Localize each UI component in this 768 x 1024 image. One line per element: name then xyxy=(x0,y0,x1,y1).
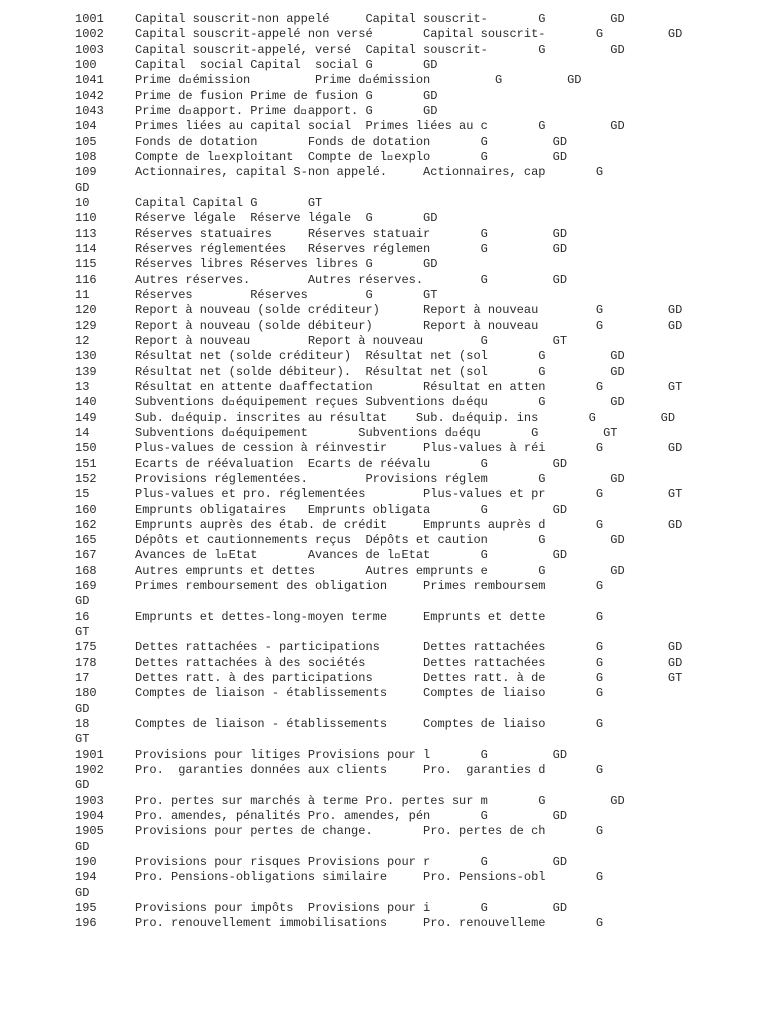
account-code: 152 xyxy=(75,471,97,486)
account-code: 1903 xyxy=(75,793,104,808)
wrapped-type: GD xyxy=(75,180,90,195)
account-row xyxy=(0,441,768,456)
wrapped-type: GT xyxy=(75,625,90,640)
account-code: 1001 xyxy=(75,12,104,26)
account-code: 113 xyxy=(75,226,97,241)
account-row xyxy=(0,763,768,778)
account-code: 190 xyxy=(75,855,97,870)
account-row-wrap xyxy=(0,886,768,901)
account-row xyxy=(0,916,768,931)
account-code: 1904 xyxy=(75,809,104,824)
account-row xyxy=(0,472,768,487)
account-code: 1043 xyxy=(75,103,104,118)
account-row-wrap xyxy=(0,594,768,609)
account-code: 1042 xyxy=(75,88,104,103)
account-row xyxy=(0,640,768,655)
account-row-wrap xyxy=(0,625,768,640)
account-text: Emprunts auprès des étab. de crédit Emprunts auprès d G GD xyxy=(135,517,683,532)
account-row xyxy=(0,119,768,134)
account-row xyxy=(0,165,768,180)
account-text: Comptes de liaison - établissements Comptes de liaiso G xyxy=(135,686,604,701)
account-code: 109 xyxy=(75,165,97,180)
account-code: 120 xyxy=(75,303,97,318)
account-text: Résultat net (solde créditeur) Résultat net (sol G GD xyxy=(135,349,625,364)
account-text: Résultat net (solde débiteur). Résultat net (sol G GD xyxy=(135,364,625,379)
account-row xyxy=(0,901,768,916)
account-code: 194 xyxy=(75,870,97,885)
account-code: 15 xyxy=(75,487,90,502)
account-row xyxy=(0,227,768,242)
account-code: 151 xyxy=(75,456,97,471)
account-code: 1905 xyxy=(75,824,104,839)
account-code: 14 xyxy=(75,425,90,440)
account-row xyxy=(0,457,768,472)
account-row xyxy=(0,257,768,272)
account-code: 140 xyxy=(75,395,97,410)
account-row xyxy=(0,89,768,104)
account-row xyxy=(0,533,768,548)
account-row xyxy=(0,242,768,257)
account-code: 149 xyxy=(75,410,97,425)
wrapped-type: GD xyxy=(75,701,90,716)
account-row xyxy=(0,12,768,27)
account-text: Pro. garanties données aux clients Pro. garanties d G xyxy=(135,763,604,778)
account-text: Autres réserves. Autres réserves. G GD xyxy=(135,272,568,287)
account-row xyxy=(0,319,768,334)
account-row xyxy=(0,824,768,839)
account-text: Report à nouveau (solde débiteur) Report à nouveau G GD xyxy=(135,318,683,333)
account-text: Provisions réglementées. Provisions réglem G GD xyxy=(135,471,625,486)
account-code: 1003 xyxy=(75,42,104,57)
account-text: Provisions pour litiges Provisions pour l G GD xyxy=(135,747,568,762)
account-row-wrap xyxy=(0,702,768,717)
account-row xyxy=(0,717,768,732)
wrapped-type: GT xyxy=(75,732,90,747)
account-row xyxy=(0,135,768,150)
account-code: 104 xyxy=(75,119,97,134)
account-row xyxy=(0,380,768,395)
account-text: Provisions pour risques Provisions pour r G GD xyxy=(135,855,568,870)
wrapped-type: GD xyxy=(75,885,90,900)
account-code: 195 xyxy=(75,901,97,916)
account-row xyxy=(0,564,768,579)
account-row xyxy=(0,73,768,88)
account-row xyxy=(0,855,768,870)
account-code: 139 xyxy=(75,364,97,379)
account-row xyxy=(0,365,768,380)
account-row xyxy=(0,43,768,58)
account-code: 129 xyxy=(75,318,97,333)
account-text: Avances de l Etat Avances de l Etat G GD xyxy=(135,548,568,563)
account-text: Report à nouveau (solde créditeur) Report à nouveau G GD xyxy=(135,303,683,318)
account-code: 180 xyxy=(75,686,97,701)
account-text: Résultat en attente d affectation Résultat en atten G GT xyxy=(135,379,683,394)
account-code: 175 xyxy=(75,640,97,655)
account-text: Réserve légale Réserve légale G GD xyxy=(135,211,438,226)
account-row xyxy=(0,503,768,518)
account-text: Capital souscrit-appelé non versé Capital souscrit- G GD xyxy=(135,27,683,42)
wrapped-type: GD xyxy=(75,594,90,609)
account-row xyxy=(0,288,768,303)
account-code: 105 xyxy=(75,134,97,149)
account-row xyxy=(0,809,768,824)
account-row xyxy=(0,671,768,686)
account-code: 110 xyxy=(75,211,97,226)
account-row-wrap xyxy=(0,181,768,196)
account-row xyxy=(0,426,768,441)
account-text: Capital Capital G GT xyxy=(135,195,323,210)
account-row xyxy=(0,748,768,763)
account-code: 12 xyxy=(75,333,90,348)
account-code: 116 xyxy=(75,272,97,287)
account-code: 130 xyxy=(75,349,97,364)
account-text: Pro. Pensions-obligations similaire Pro. Pensions-obl G xyxy=(135,870,604,885)
account-text: Prime d émission Prime d émission G GD xyxy=(135,73,582,88)
account-text: Provisions pour pertes de change. Pro. pertes de ch G xyxy=(135,824,604,839)
account-text: Dettes rattachées à des sociétés Dettes rattachées G GD xyxy=(135,655,683,670)
account-text: Subventions d équipement reçues Subventions d équ G GD xyxy=(135,395,625,410)
account-row xyxy=(0,411,768,426)
accounts-listing xyxy=(0,12,768,932)
account-code: 178 xyxy=(75,655,97,670)
account-text: Dettes rattachées - participations Dettes rattachées G GD xyxy=(135,640,683,655)
account-row xyxy=(0,686,768,701)
account-row xyxy=(0,196,768,211)
account-code: 114 xyxy=(75,241,97,256)
account-text: Actionnaires, capital S-non appelé. Actionnaires, cap G xyxy=(135,165,604,180)
account-text: Plus-values et pro. réglementées Plus-values et pr G GT xyxy=(135,487,683,502)
account-row xyxy=(0,395,768,410)
wrapped-type: GD xyxy=(75,839,90,854)
account-code: 115 xyxy=(75,257,97,272)
account-row xyxy=(0,610,768,625)
account-row xyxy=(0,487,768,502)
account-text: Provisions pour impôts Provisions pour i G GD xyxy=(135,901,568,916)
account-text: Capital souscrit-non appelé Capital souscrit- G GD xyxy=(135,12,625,26)
account-text: Emprunts obligataires Emprunts obligata G GD xyxy=(135,502,568,517)
account-row xyxy=(0,27,768,42)
account-row-wrap xyxy=(0,840,768,855)
account-code: 167 xyxy=(75,548,97,563)
account-code: 1901 xyxy=(75,747,104,762)
account-code: 16 xyxy=(75,609,90,624)
account-text: Réserves réglementées Réserves réglemen G GD xyxy=(135,241,568,256)
account-code: 165 xyxy=(75,533,97,548)
account-text: Pro. pertes sur marchés à terme Pro. pertes sur m G GD xyxy=(135,793,625,808)
account-row xyxy=(0,794,768,809)
account-row xyxy=(0,211,768,226)
account-text: Réserves libres Réserves libres G GD xyxy=(135,257,438,272)
account-text: Réserves Réserves G GT xyxy=(135,287,438,302)
account-row xyxy=(0,870,768,885)
account-text: Capital social Capital social G GD xyxy=(135,57,438,72)
account-code: 1002 xyxy=(75,27,104,42)
account-code: 10 xyxy=(75,195,90,210)
account-text: Fonds de dotation Fonds de dotation G GD xyxy=(135,134,568,149)
account-text: Prime d apport. Prime d apport. G GD xyxy=(135,103,438,118)
account-code: 13 xyxy=(75,379,90,394)
account-row xyxy=(0,349,768,364)
account-row xyxy=(0,548,768,563)
account-code: 160 xyxy=(75,502,97,517)
account-text: Primes remboursement des obligation Primes remboursem G xyxy=(135,579,604,594)
account-code: 150 xyxy=(75,441,97,456)
account-text: Plus-values de cession à réinvestir Plus-values à réi G GD xyxy=(135,441,683,456)
account-code: 17 xyxy=(75,671,90,686)
account-code: 162 xyxy=(75,517,97,532)
account-code: 168 xyxy=(75,563,97,578)
account-row xyxy=(0,58,768,73)
account-text: Compte de l exploitant Compte de l explo G GD xyxy=(135,149,568,164)
account-text: Ecarts de réévaluation Ecarts de réévalu G GD xyxy=(135,456,568,471)
account-code: 1041 xyxy=(75,73,104,88)
account-text: Dettes ratt. à des participations Dettes ratt. à de G GT xyxy=(135,671,683,686)
account-code: 100 xyxy=(75,57,97,72)
account-text: Réserves statuaires Réserves statuair G GD xyxy=(135,226,568,241)
account-text: Capital souscrit-appelé, versé Capital souscrit- G GD xyxy=(135,42,625,57)
account-row-wrap xyxy=(0,778,768,793)
account-code: 108 xyxy=(75,149,97,164)
account-row xyxy=(0,656,768,671)
account-row xyxy=(0,150,768,165)
account-text: Report à nouveau Report à nouveau G GT xyxy=(135,333,568,348)
wrapped-type: GD xyxy=(75,778,90,793)
account-text: Sub. d équip. inscrites au résultat Sub. d équip. ins G GD xyxy=(135,410,676,425)
account-text: Subventions d équipement Subventions d équ G GT xyxy=(135,425,618,440)
account-text: Pro. renouvellement immobilisations Pro. renouvelleme G xyxy=(135,916,604,931)
account-code: 169 xyxy=(75,579,97,594)
account-code: 196 xyxy=(75,916,97,931)
account-text: Primes liées au capital social Primes liées au c G GD xyxy=(135,119,625,134)
account-row xyxy=(0,303,768,318)
account-code: 1902 xyxy=(75,763,104,778)
account-code: 18 xyxy=(75,717,90,732)
account-row xyxy=(0,518,768,533)
account-text: Autres emprunts et dettes Autres emprunts e G GD xyxy=(135,563,625,578)
account-row-wrap xyxy=(0,732,768,747)
account-row xyxy=(0,273,768,288)
account-row xyxy=(0,104,768,119)
account-text: Prime de fusion Prime de fusion G GD xyxy=(135,88,438,103)
account-text: Comptes de liaison - établissements Comptes de liaiso G xyxy=(135,717,604,732)
account-row xyxy=(0,334,768,349)
account-code: 11 xyxy=(75,287,90,302)
account-text: Pro. amendes, pénalités Pro. amendes, pén G GD xyxy=(135,809,568,824)
account-row xyxy=(0,579,768,594)
account-text: Emprunts et dettes-long-moyen terme Emprunts et dette G xyxy=(135,609,604,624)
account-text: Dépôts et cautionnements reçus Dépôts et caution G GD xyxy=(135,533,625,548)
